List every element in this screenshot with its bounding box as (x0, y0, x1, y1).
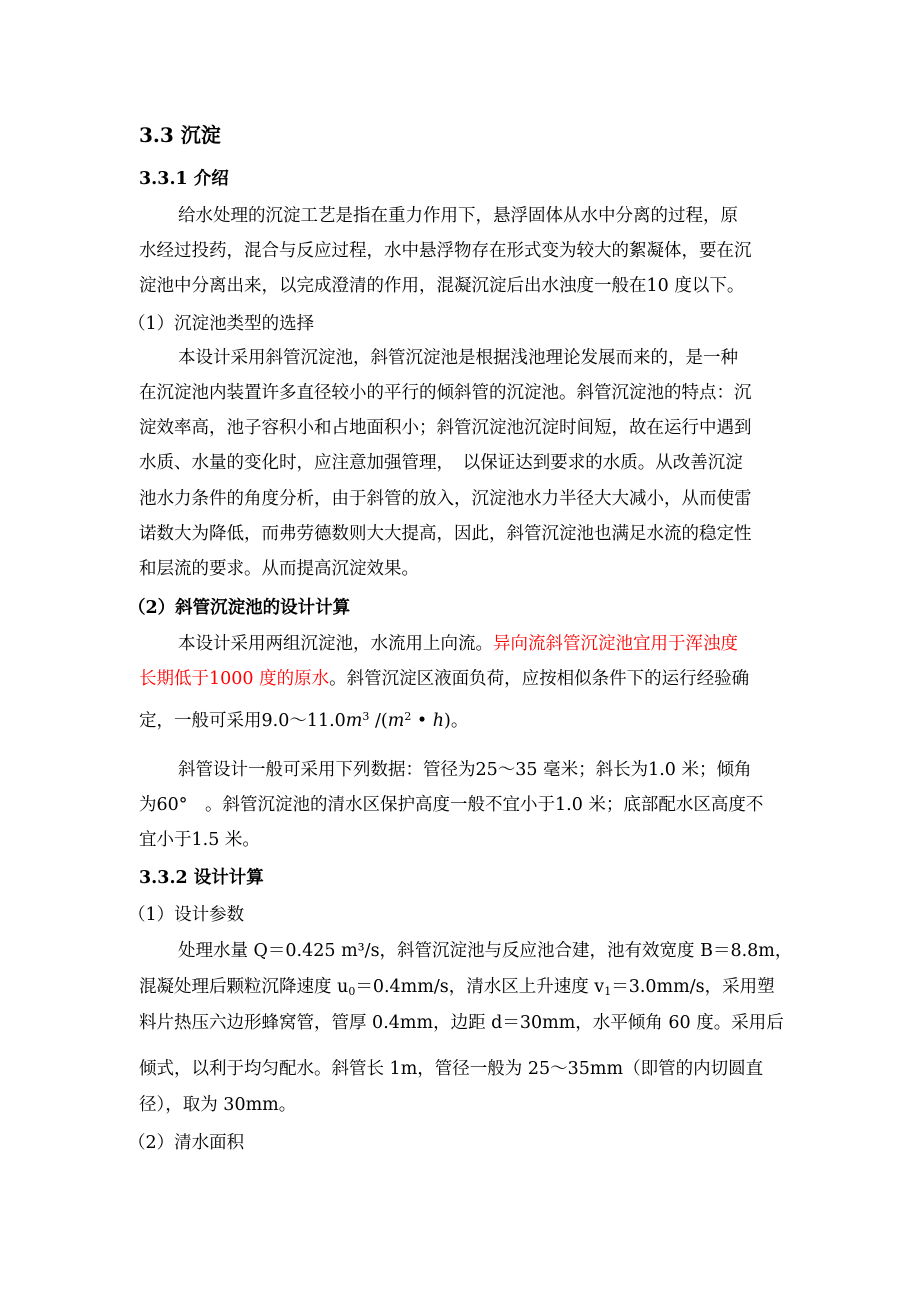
text-run: ＝0.4mm/s，清水区上升速度 v (355, 977, 605, 997)
text-run: )。 (444, 711, 469, 731)
paragraph-line: 倾式，以利于均匀配水。斜管长 1m，管径一般为 25～35mm（即管的内切圆直 (139, 1059, 764, 1079)
formula-exponent: 2 (404, 710, 412, 723)
formula-symbol: m (345, 711, 363, 731)
paragraph-line: 本设计采用斜管沉淀池，斜管沉淀池是根据浅池理论发展而来的，是一种 (178, 348, 738, 368)
text-run: ＝3.0mm/s，采用塑 (611, 977, 775, 997)
paragraph-line: 池水力条件的角度分析，由于斜管的放入，沉淀池水力半径大大减小，从而使雷 (139, 489, 752, 509)
paragraph-line: 淀效率高，池子容积小和占地面积小；斜管沉淀池沉淀时间短，故在运行中遇到 (139, 418, 752, 438)
subscript: 0 (348, 985, 356, 998)
paragraph-line: 宜小于1.5 米。 (139, 830, 260, 850)
paragraph-line (178, 633, 738, 655)
formula-exponent: 3 (362, 710, 370, 723)
highlight-text: 长期低于1000 度的原水 (139, 669, 330, 689)
formula-symbol: /( (369, 711, 388, 731)
text-run: 混凝处理后颗粒沉降速度 u (139, 977, 349, 997)
formula-line (139, 710, 468, 732)
item-heading: （2）清水面积 (128, 1133, 245, 1153)
text-run: 。斜管沉淀区液面负荷，应按相似条件下的运行经验确 (329, 669, 750, 689)
paragraph-line (139, 976, 775, 998)
paragraph-line: 水经过投药，混合与反应过程，水中悬浮物存在形式变为较大的絮凝体，要在沉 (139, 241, 752, 261)
paragraph-line: 处理水量 Q＝0.425 m³/s，斜管沉淀池与反应池合建，池有效宽度 B＝8.8m， (178, 941, 793, 961)
formula-symbol: • (411, 711, 433, 731)
paragraph-line: 为60° 。斜管沉淀池的清水区保护高度一般不宜小于1.0 米；底部配水区高度不 (139, 795, 764, 815)
subsection-heading-intro: 3.3.1 介绍 (139, 169, 229, 189)
formula-symbol: m (387, 711, 405, 731)
subscript: 1 (604, 985, 612, 998)
paragraph-line: 径），取为 30mm。 (139, 1095, 297, 1115)
text-run: 本设计采用两组沉淀池，水流用上向流。 (178, 634, 493, 654)
text-run: 定，一般可采用9.0～11.0 (139, 711, 346, 731)
paragraph-line: 诺数大为降低，而弗劳德数则大大提高，因此，斜管沉淀池也满足水流的稳定性 (139, 524, 752, 544)
highlight-text: 异向流斜管沉淀池宜用于浑浊度 (493, 634, 738, 654)
paragraph-line: 给水处理的沉淀工艺是指在重力作用下，悬浮固体从水中分离的过程，原 (178, 206, 738, 226)
subsection-heading-calc: 3.3.2 设计计算 (139, 868, 264, 888)
item-heading: （1）沉淀池类型的选择 (128, 314, 315, 334)
paragraph-line: 在沉淀池内装置许多直径较小的平行的倾斜管的沉淀池。斜管沉淀池的特点：沉 (139, 383, 752, 403)
paragraph-line (139, 668, 749, 690)
item-heading: （1）设计参数 (128, 905, 245, 925)
paragraph-line: 淀池中分离出来，以完成澄清的作用，混凝沉淀后出水浊度一般在10 度以下。 (139, 276, 745, 296)
paragraph-line: 和层流的要求。从而提高沉淀效果。 (139, 559, 419, 579)
paragraph-line: 水质、水量的变化时，应注意加强管理， 以保证达到要求的水质。从改善沉淀 (139, 453, 743, 473)
item-heading-bold: （2）斜管沉淀池的设计计算 (128, 598, 351, 618)
formula-symbol: h (432, 711, 445, 731)
section-heading: 3.3 沉淀 (139, 123, 221, 147)
paragraph-line: 斜管设计一般可采用下列数据：管径为25～35 毫米；斜长为1.0 米；倾角 (178, 760, 752, 780)
paragraph-line: 料片热压六边形蜂窝管，管厚 0.4mm，边距 d＝30mm，水平倾角 60 度。采用后 (139, 1013, 784, 1033)
